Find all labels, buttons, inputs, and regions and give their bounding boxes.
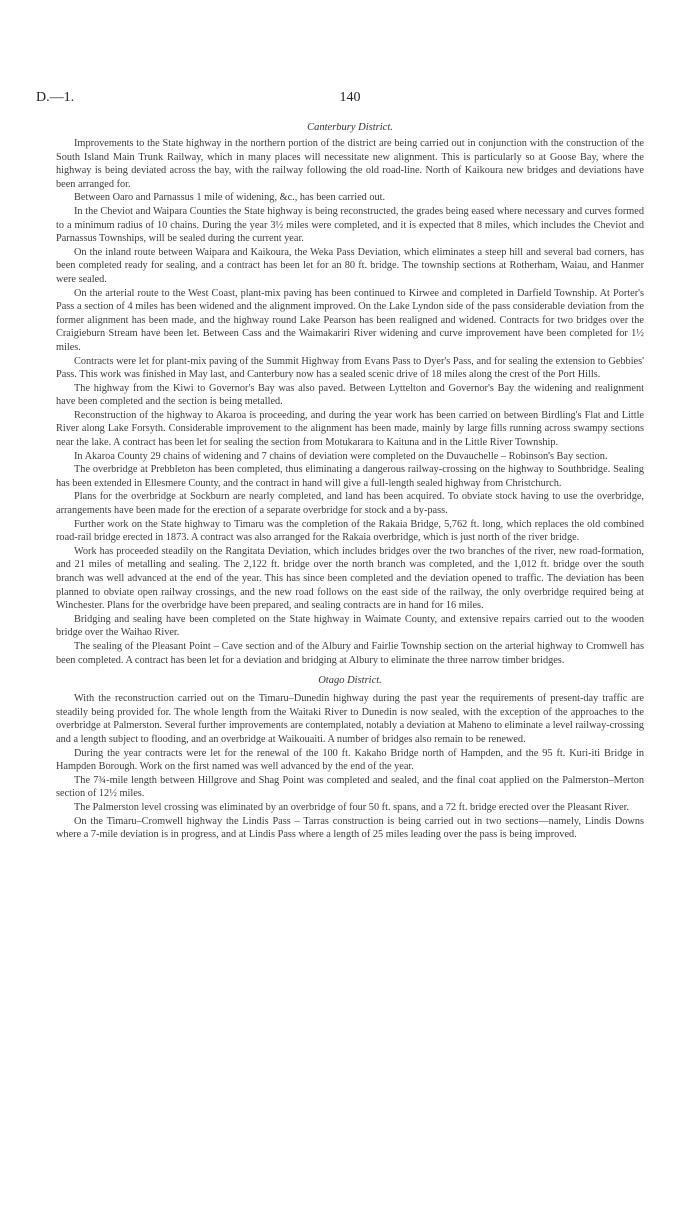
paragraph: Between Oaro and Parnassus 1 mile of widening, &c., has been carried out. <box>74 192 386 204</box>
paragraph: Further work on the State highway to Timaru was the completion of the Rakaia Bridge, 5,762 ft. long, which replaces the old combined road-rail bridge erected in 1873. A contract was also arranged for the Rakaia overbridge, which is just north of the river bridge. <box>56 518 644 544</box>
paragraph: During the year contracts were let for the renewal of the 100 ft. Kakaho Bridge north of Hampden, and the 95 ft. Kuri-iti Bridge in Hampden Borough. Work on the first named was well advanced by the end of the year. <box>56 747 644 773</box>
paragraph: With the reconstruction carried out on the Timaru–Dunedin highway during the past year the requirements of present-day traffic are steadily being provided for. The whole length from the Waitaki River to Dunedin is now sealed, with the exception of the approaches to the overbridge at Palmerston. Several further improvements are contemplated, notably a deviation at Maheno to eliminate a level railway-crossing and a length subject to flooding, and an overbridge at Waikouaiti. A number of bridges also remain to be renewed. <box>56 693 644 745</box>
paragraph: The overbridge at Prebbleton has been completed, thus eliminating a dangerous railway-crossing on the highway to Southbridge. Sealing has been extended in Ellesmere County, and the contract in hand will give a full-length sealed highway from Christchurch. <box>56 464 644 489</box>
paragraph: The Palmerston level crossing was eliminated by an overbridge of four 50 ft. spans, and a 72 ft. bridge erected over the Pleasant River. <box>74 801 630 813</box>
paragraph: Contracts were let for plant-mix paving of the Summit Highway from Evans Pass to Dyer's Pass, and for sealing the extension to Gebbies' Pass. This work was finished in May last, and Canterbury now has a sealed scenic drive of 18 miles along the crest of the Port Hills. <box>56 355 644 381</box>
paragraph: The sealing of the Pleasant Point – Cave section and of the Albury and Fairlie Township section on the arterial highway to Cromwell has been completed. A contract has been let for a deviation and bridging at Albury to eliminate the three narrow timber bridges. <box>56 640 644 666</box>
paragraph: The highway from the Kiwi to Governor's Bay was also paved. Between Lyttelton and Governor's Bay the widening and realignment have been completed and the section is being metalled. <box>56 382 644 408</box>
paragraph: In Akaroa County 29 chains of widening and 7 chains of deviation were completed on the Duvauchelle – Robinson's Bay section. <box>74 450 608 462</box>
paragraph: Plans for the overbridge at Sockburn are nearly completed, and land has been acquired. To obviate stock having to use the overbridge, arrangements have been made for the erection of a separate overbridge for stock and a by-pass. <box>56 491 644 517</box>
paragraph: Improvements to the State highway in the northern portion of the district are being carried out in conjunction with the construction of the South Island Main Trunk Railway, which in many places will necessitate new alignment. This is particularly so at Goose Bay, where the highway is being deviated across the bay, with the railway following the old road-line. North of Kaikoura new bridges and deviations have been arranged for. <box>56 138 644 190</box>
section-title-otago: Otago District. <box>318 675 382 687</box>
paragraph: Work has proceeded steadily on the Rangitata Deviation, which includes bridges over the two branches of the river, new road-formation, and 21 miles of metalling and sealing. The 2,122 ft. bridge over the north branch was completed, and the 1,012 ft. bridge over the south branch was well advanced at the end of the year. This has since been completed and the deviation opened to traffic. The deviation has been planned to obviate open railway crossings, and the new road follows on the east side of the railway, the only overbridge required being at Winchester. Plans for the overbridge have been prepared, and sealing contracts are in hand for 16 miles. <box>56 545 644 612</box>
paragraph: In the Cheviot and Waipara Counties the State highway is being reconstructed, the grades being eased where necessary and curves formed to a minimum radius of 10 chains. During the year 3½ miles were completed, and it is expected that 8 miles, which includes the Cheviot and Parnassus Townships, will be sealed during the current year. <box>56 205 644 245</box>
paragraph: On the inland route between Waipara and Kaikoura, the Weka Pass Deviation, which eliminates a steep hill and several bad corners, has been completed ready for sealing, and a contract has been let for an 80 ft. bridge. The township sections at Rotherham, Waiau, and Hanmer were sealed. <box>56 246 644 285</box>
paragraph: On the arterial route to the West Coast, plant-mix paving has been continued to Kirwee and completed in Darfield Township. At Porter's Pass a section of 4 miles has been widened and the alignment improved. On the Lake Lyndon side of the pass considerable deviation from the former alignment has been made, and the highway round Lake Pearson has been realigned and widened. Contracts for two bridges over the Craigieburn Stream have been let. Between Cass and the Waimakariri River widening and curve improvement have been completed for 1½ miles. <box>56 287 644 353</box>
page-number: 140 <box>339 90 361 105</box>
paragraph: Bridging and sealing have been completed on the State highway in Waimate County, and extensive repairs carried out to the wooden bridge over the Waihao River. <box>56 613 644 639</box>
paragraph: On the Timaru–Cromwell highway the Lindis Pass – Tarras construction is being carried out in two sections—namely, Lindis Downs where a 7-mile deviation is in progress, and at Lindis Pass where a length of 25 miles leading over the pass is being improved. <box>56 815 644 841</box>
section-title-canterbury: Canterbury District. <box>307 122 393 133</box>
page-header <box>36 90 664 108</box>
page-body <box>56 122 644 842</box>
page-reference: D.—1. <box>36 90 75 105</box>
paragraph: The 7¾-mile length between Hillgrove and Shag Point was completed and sealed, and the final coat applied on the Palmerston–Merton section of 12½ miles. <box>56 774 644 800</box>
paragraph: Reconstruction of the highway to Akaroa is proceeding, and during the year work has been carried on between Birdling's Flat and Little River along Lake Forsyth. Considerable improvement to the alignment has been made, mainly by large fills running across swampy sections near the lake. A contract has been let for sealing the section from Motukarara to Kaituna and in the Little River Township. <box>56 409 644 449</box>
